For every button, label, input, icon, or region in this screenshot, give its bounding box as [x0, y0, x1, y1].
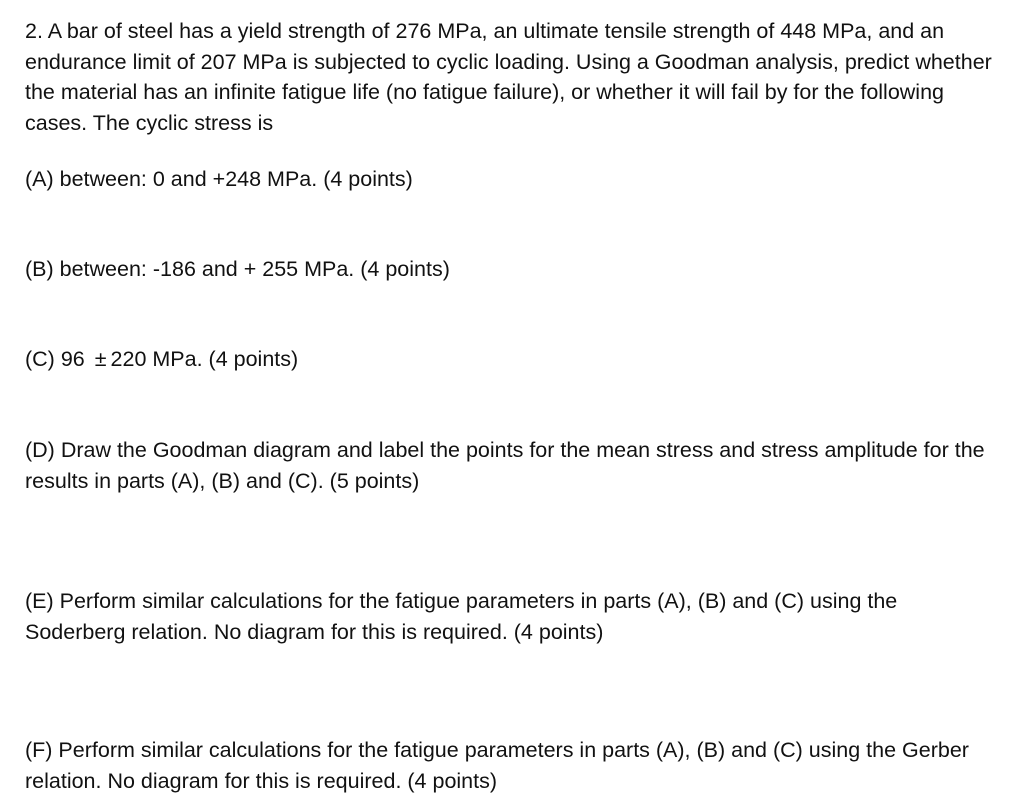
part-b: (B) between: -186 and + 255 MPa. (4 points): [25, 257, 450, 281]
part-f: (F) Perform similar calculations for the fatigue parameters in parts (A), (B) and (C) using the Gerber relation. No diagram for this is required. (4 points): [25, 738, 969, 793]
part-c-suffix: 220 MPa. (4 points): [110, 347, 299, 371]
plus-minus-symbol: ±: [94, 347, 107, 371]
part-c-prefix: (C) 96: [25, 347, 85, 371]
part-e: (E) Perform similar calculations for the fatigue parameters in parts (A), (B) and (C) using the Soderberg relation. No diagram for this is required. (4 points): [25, 589, 898, 644]
part-d: (D) Draw the Goodman diagram and label the points for the mean stress and stress amplitude for the results in parts (A), (B) and (C). (5 points): [25, 438, 985, 493]
part-c: [25, 344, 1000, 375]
part-a: (A) between: 0 and +248 MPa. (4 points): [25, 167, 413, 191]
problem-intro: 2. A bar of steel has a yield strength of 276 MPa, an ultimate tensile strength of 448 MPa, and an endurance limit of 207 MPa is subjected to cyclic loading. Using a Goodman analysis, predict whether the material has an infinite fatigue life (no fatigue failure), or whether it will fail by for the following cases. The cyclic stress is: [25, 19, 992, 135]
